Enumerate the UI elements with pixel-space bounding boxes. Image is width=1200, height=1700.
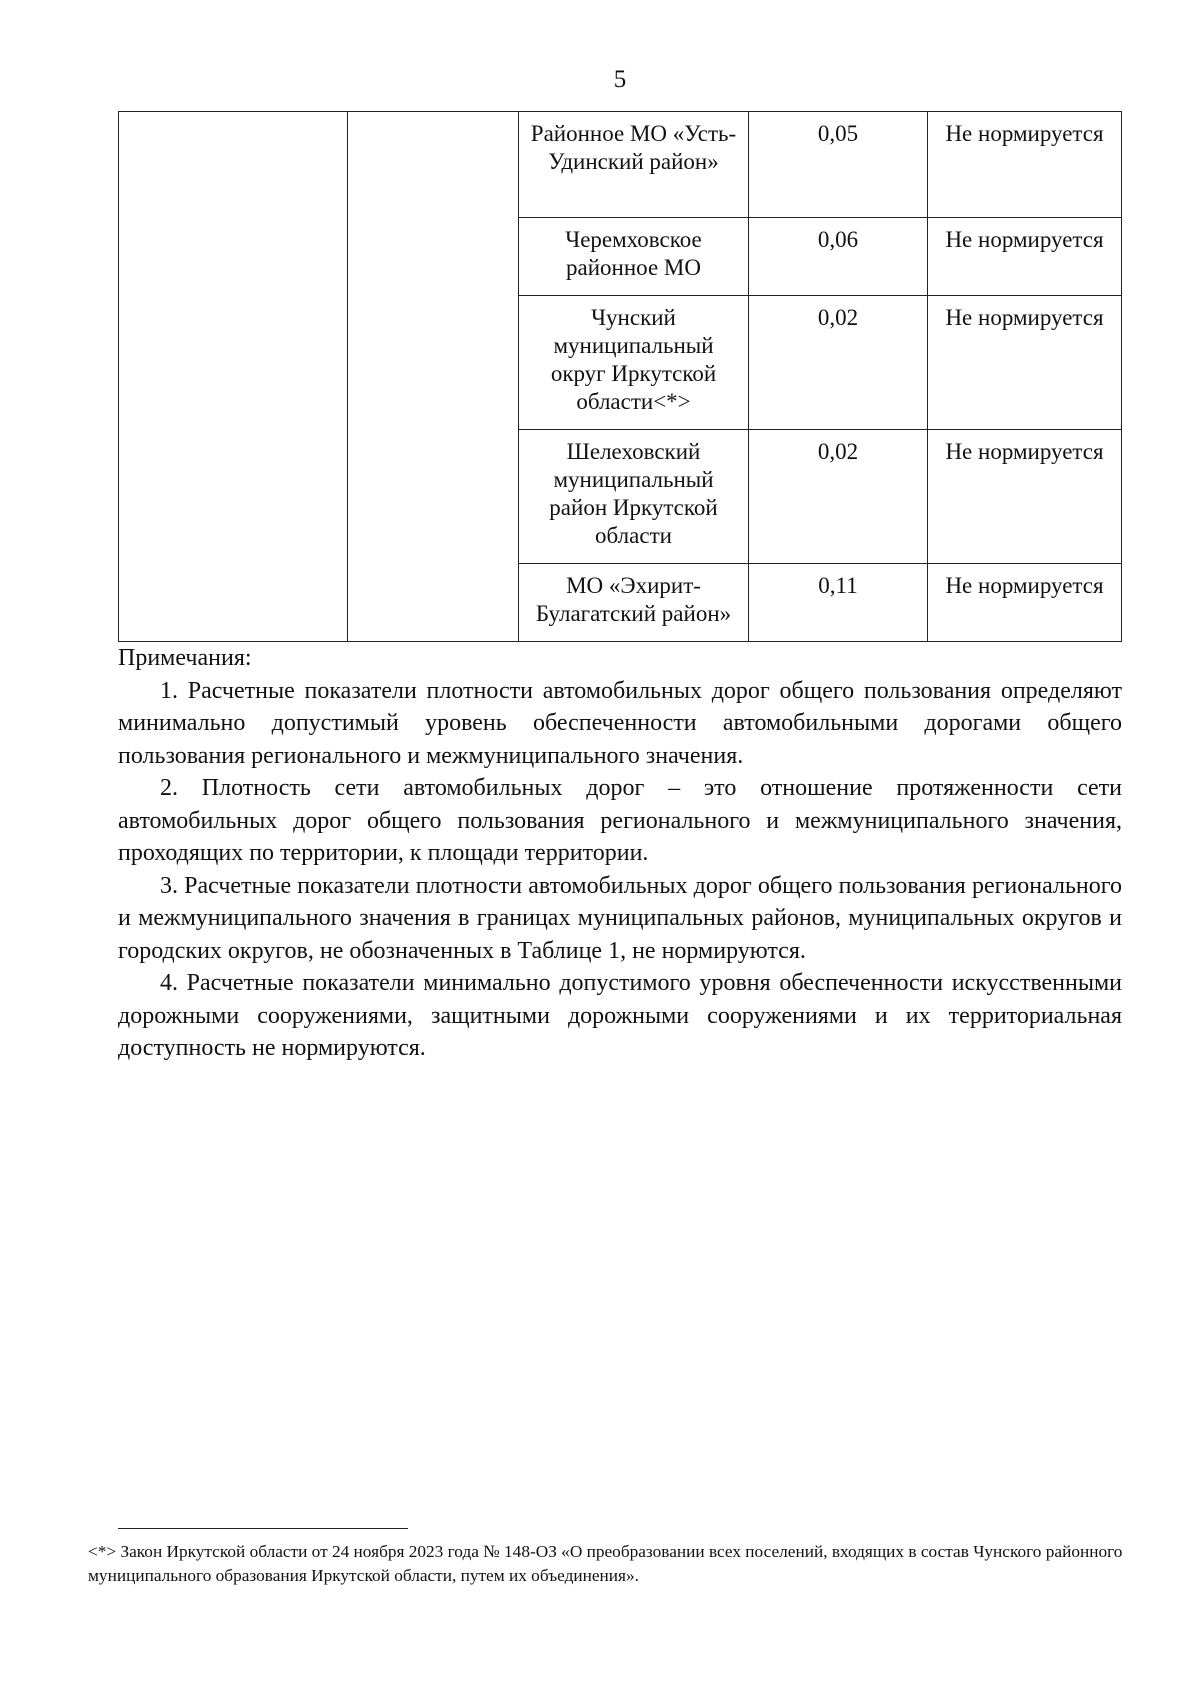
notes-heading: Примечания: xyxy=(118,645,252,671)
density-value: 0,02 xyxy=(749,296,928,430)
page-number: 5 xyxy=(613,66,627,93)
footnote-divider xyxy=(118,1528,408,1529)
note-item: 2. Плотность сети автомобильных дорог – это отношение протяженности сети автомобильных дорог общего пользования регионального и межмуниципального значения, проходящих по территории, к площади территории. xyxy=(118,775,1122,866)
municipality-name: Шелеховский муниципальный район Иркутской области xyxy=(519,430,749,564)
merged-empty-cell xyxy=(119,112,348,642)
table-row xyxy=(119,112,1122,218)
merged-empty-cell xyxy=(348,112,519,642)
density-table xyxy=(118,111,1122,642)
density-value: 0,11 xyxy=(749,564,928,642)
density-value: 0,05 xyxy=(749,112,928,218)
municipality-name: Черемховское районное МО xyxy=(519,218,749,296)
norm-status: Не нормируется xyxy=(928,430,1122,564)
norm-status: Не нормируется xyxy=(928,112,1122,218)
note-item: 3. Расчетные показатели плотности автомобильных дорог общего пользования регионального и межмуниципального значения в границах муниципальных районов, муниципальных округов и городских округов, не обозначенных в Таблице 1, не нормируются. xyxy=(118,872,1122,964)
footnote: <*> Закон Иркутской области от 24 ноября 2023 года № 148-ОЗ «О преобразовании всех поселений, входящих в состав Чунского районного муниципального образования Иркутской области, путем их объединения». xyxy=(88,1542,1123,1585)
norm-status: Не нормируется xyxy=(928,218,1122,296)
municipality-name: Районное МО «Усть-Удинский район» xyxy=(519,112,749,218)
note-item: 1. Расчетные показатели плотности автомобильных дорог общего пользования определяют минимально допустимый уровень обеспеченности автомобильными дорогами общего пользования регионального и межмуниципального значения. xyxy=(118,677,1122,769)
municipality-name: МО «Эхирит-Булагатский район» xyxy=(519,564,749,642)
note-item: 4. Расчетные показатели минимально допустимого уровня обеспеченности искусственными дорожными сооружениями, защитными дорожными сооружениями и их территориальная доступность не нормируются. xyxy=(118,970,1122,1061)
norm-status: Не нормируется xyxy=(928,296,1122,430)
norm-status: Не нормируется xyxy=(928,564,1122,642)
notes-section xyxy=(118,642,1122,1065)
density-value: 0,02 xyxy=(749,430,928,564)
municipality-name: Чунский муниципальный округ Иркутской области<*> xyxy=(519,296,749,430)
density-value: 0,06 xyxy=(749,218,928,296)
